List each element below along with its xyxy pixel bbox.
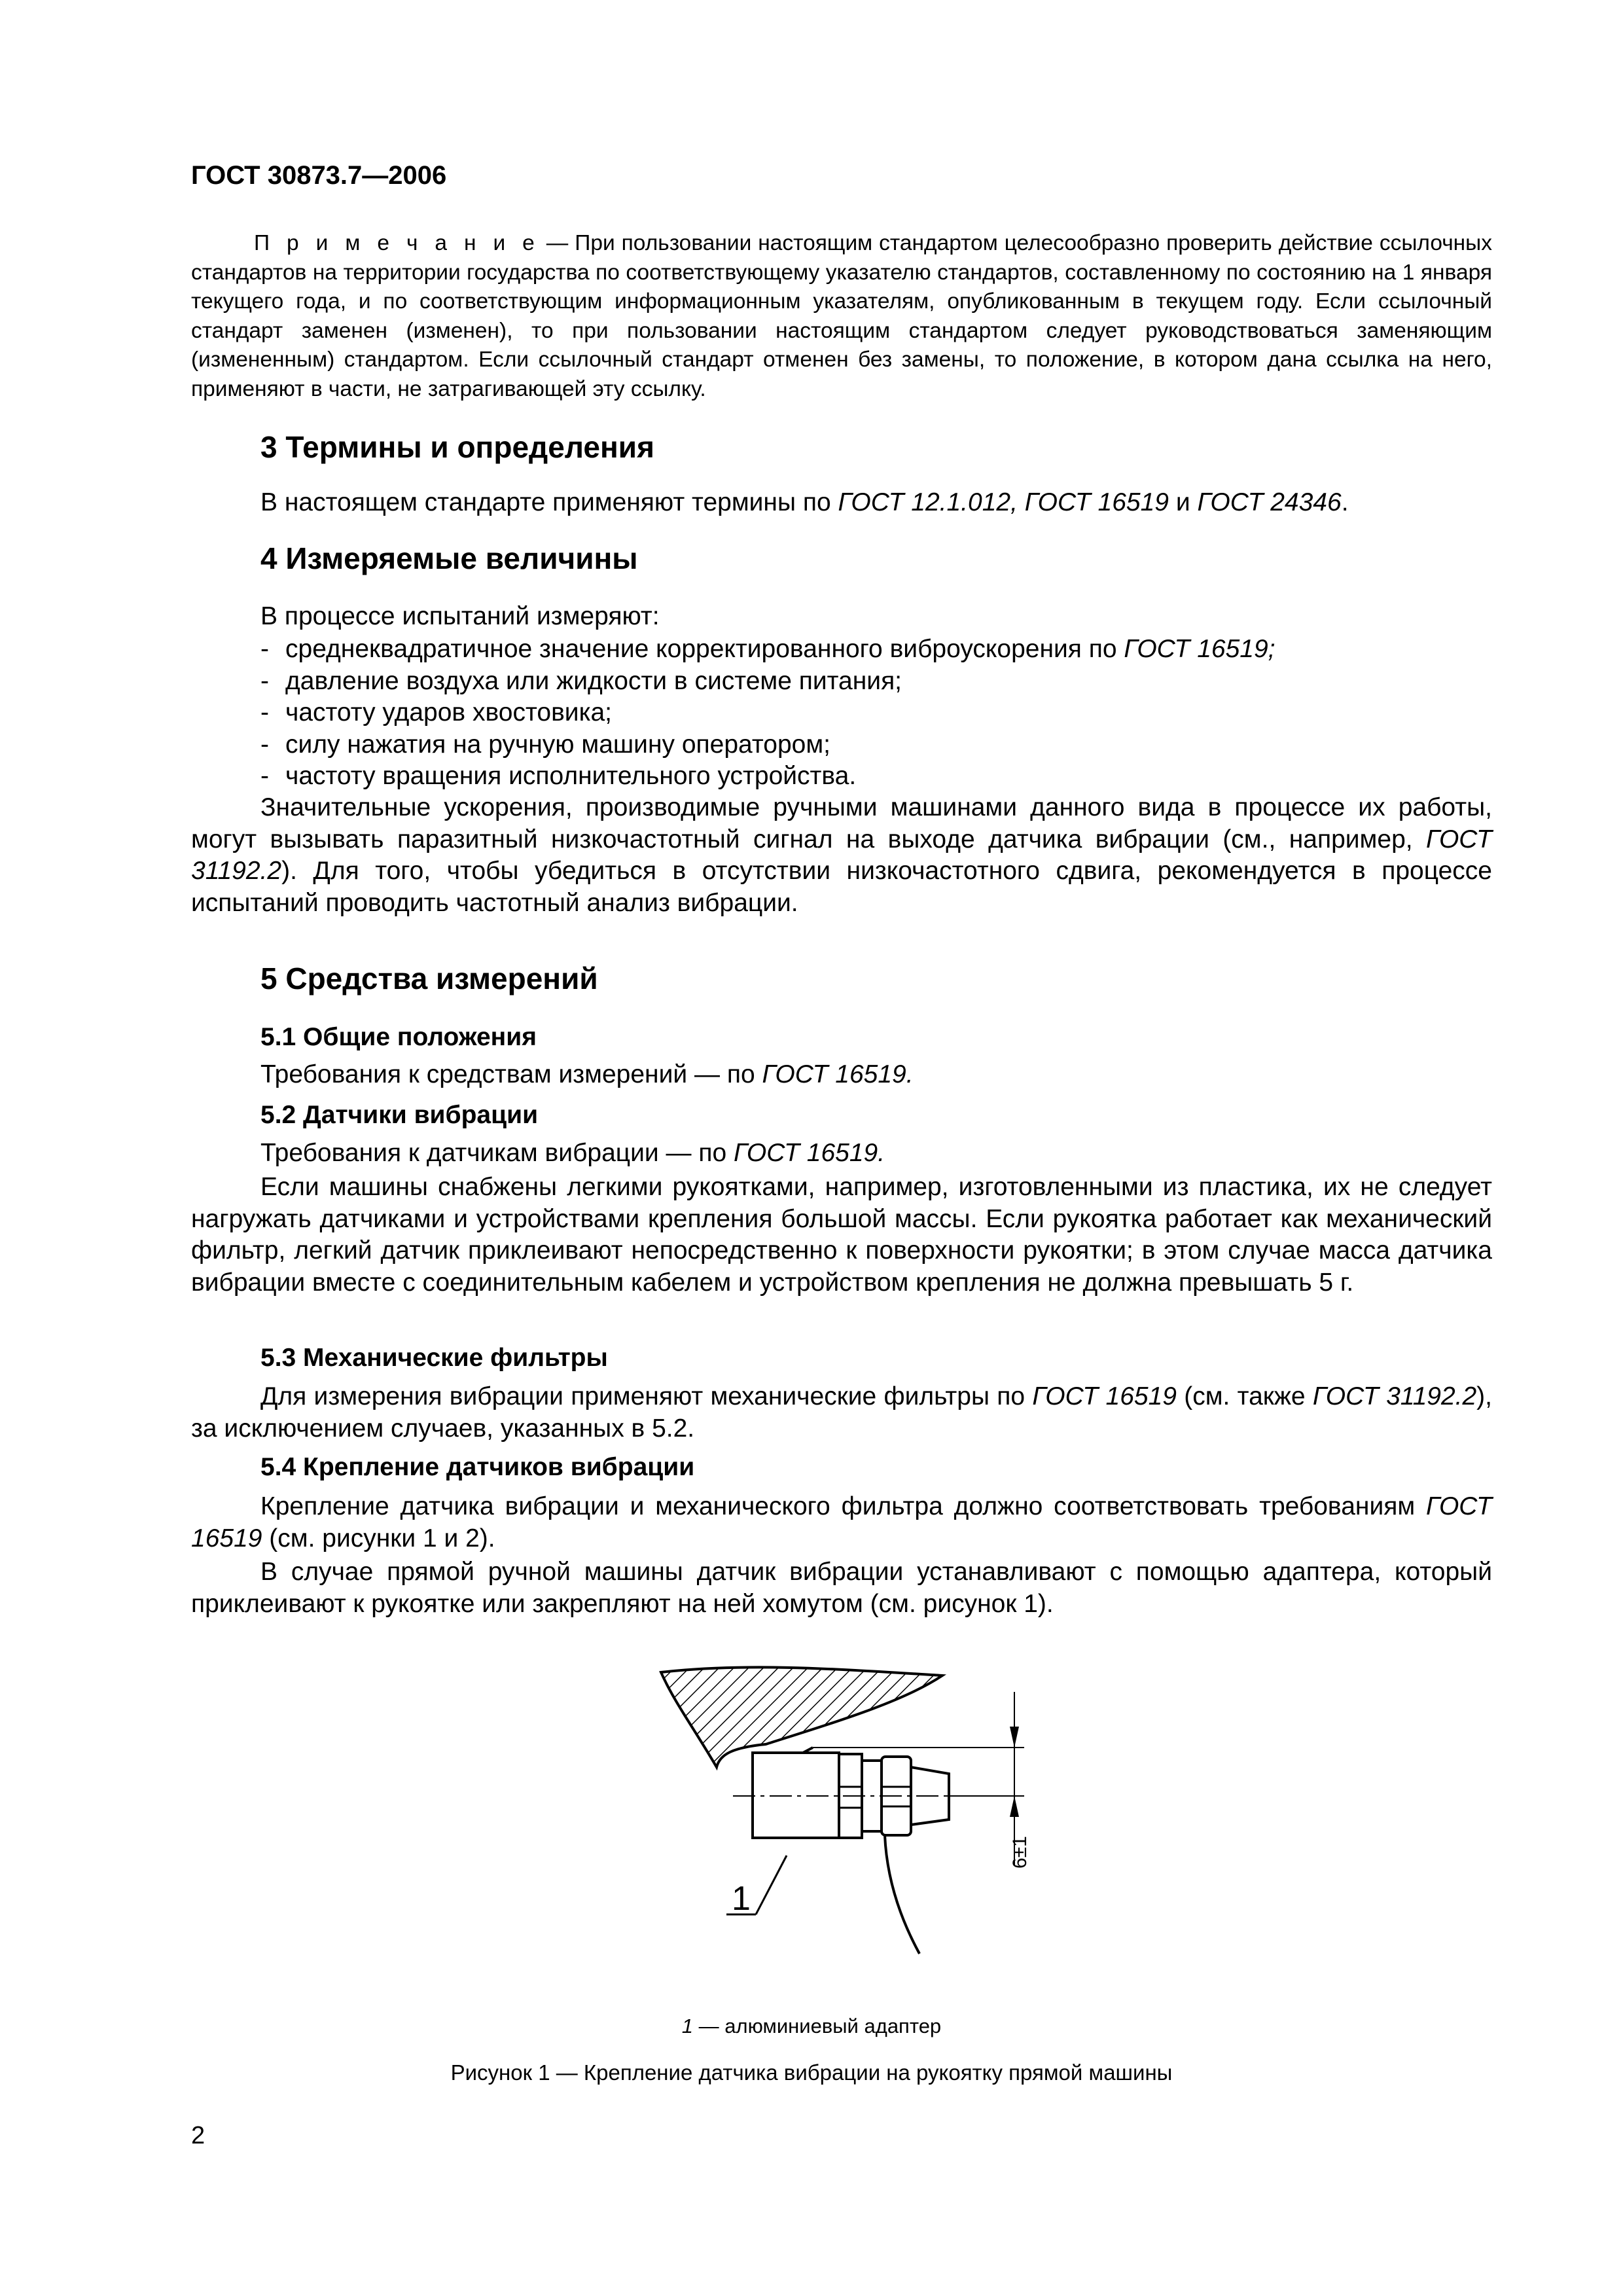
section-3-paragraph [191, 487, 1492, 519]
note-label: П р и м е ч а н и е [254, 231, 540, 255]
document-header: ГОСТ 30873.7—2006 [191, 161, 447, 190]
figure-1-drawing [641, 1656, 1073, 2022]
reference: ГОСТ 16519 [1032, 1382, 1177, 1410]
item-text: силу нажатия на ручную машину оператором; [285, 730, 830, 759]
measured-values-list [191, 634, 1492, 793]
dimension-label: 6±1 [1009, 1836, 1031, 1869]
subsection-5-1-text [191, 1059, 1492, 1091]
list-item [191, 729, 1492, 761]
item-text: среднеквадратичное значение корректированного виброускорения по [285, 635, 1124, 663]
section-4-intro: В процессе испытаний измеряют: [260, 602, 660, 630]
item-text: частоту вращения исполнительного устройства. [285, 762, 857, 790]
subsection-5-3-text [191, 1381, 1492, 1444]
list-item [191, 666, 1492, 698]
section-4-title: 4 Измеряемые величины [260, 541, 638, 575]
page-number: 2 [191, 2122, 205, 2149]
subsection-5-4-text [191, 1491, 1492, 1554]
cable [885, 1835, 919, 1954]
subsection-5-4-title: 5.4 Крепление датчиков вибрации [260, 1453, 695, 1481]
subsection-5-2-text [191, 1138, 1492, 1170]
text-run: Требования к средствам измерений — по [260, 1060, 762, 1088]
item-text: частоту ударов хвостовика; [285, 698, 613, 726]
text-run: (см. также [1176, 1382, 1313, 1410]
section-5-title: 5 Средства измерений [260, 961, 598, 996]
section-4-paragraph [191, 792, 1492, 919]
note-text: — При пользовании настоящим стандартом целесообразно проверить действие ссылочных стандартов на территории государства по соответствующему указателю стандартов, составленному по состоянию на 1 января текущего года, и по соответствующим информационным указателям, опубликованным в текущем году. Если ссылочный стандарт заменен (изменен), то при пользовании настоящим стандартом следует руководствоваться заменяющим (измененным) стандартом. Если ссылочный стандарт отменен без замены, то положение, в котором дана ссылка на него, применяют в части, не затрагивающей эту ссылку. [191, 231, 1492, 401]
reference: ГОСТ 24346 [1197, 488, 1342, 516]
reference: ГОСТ 16519 [191, 1492, 1492, 1552]
dash: - [260, 698, 269, 726]
text-run: ), за исключением случаев, указанных в 5.2. [191, 1382, 1492, 1443]
reference: ГОСТ 31192.2 [191, 825, 1492, 885]
dash: - [260, 762, 269, 790]
figure-1-key [0, 2015, 1623, 2038]
text-run: Для измерения вибрации применяют механические фильтры по [260, 1382, 1033, 1410]
subsection-5-2-paragraph: Если машины снабжены легкими рукоятками, например, изготовленными из пластика, их не следует нагружать датчиками и устройствами крепления большой массы. Если рукоятка работает как механический фильтр, легкий датчик приклеивают непосредственно к поверхности рукоятки; в этом случае масса датчика вибрации вместе с соединительным кабелем и устройством крепления не должна превышать 5 г. [191, 1173, 1492, 1297]
dash: - [260, 666, 269, 695]
figure-1-caption: Рисунок 1 — Крепление датчика вибрации на рукоятку прямой машины [450, 2060, 1173, 2085]
dimension-arrow [1010, 1727, 1019, 1748]
reference: ГОСТ 16519. [734, 1139, 885, 1167]
reference: ГОСТ 16519; [1124, 635, 1275, 663]
key-text: — алюминиевый адаптер [693, 2015, 942, 2037]
list-item [191, 634, 1492, 666]
text-run: Значительные ускорения, производимые ручными машинами данного вида в процессе их работы, могут вызывать паразитный низкочастотный сигнал на выходе датчика вибрации (см., например, [191, 793, 1492, 853]
text-run: (см. рисунки 1 и 2). [262, 1524, 495, 1552]
subsection-5-3-title: 5.3 Механические фильтры [260, 1344, 608, 1372]
note-paragraph [191, 229, 1492, 404]
item-text: давление воздуха или жидкости в системе питания; [285, 666, 902, 695]
subsection-5-2-title: 5.2 Датчики вибрации [260, 1101, 539, 1129]
leader-line [756, 1856, 787, 1914]
subsection-5-1-title: 5.1 Общие положения [260, 1023, 537, 1051]
dimension-arrow [1010, 1796, 1019, 1817]
text-run: ). Для того, чтобы убедиться в отсутствии низкочастотного сдвига, рекомендуется в процессе испытаний проводить частотный анализ вибрации. [191, 857, 1492, 917]
section-3-title: 3 Термины и определения [260, 430, 654, 464]
list-item [191, 697, 1492, 729]
text-run: . [1341, 488, 1349, 516]
text-run: и [1168, 488, 1198, 516]
reference: ГОСТ 12.1.012, ГОСТ 16519 [838, 488, 1169, 516]
subsection-5-4-paragraph: В случае прямой ручной машины датчик вибрации устанавливают с помощью адаптера, который приклеивают к рукоятке или закрепляют на ней хомутом (см. рисунок 1). [191, 1558, 1492, 1618]
dash: - [260, 730, 269, 759]
text-run: Требования к датчикам вибрации — по [260, 1139, 734, 1167]
text-run: Крепление датчика вибрации и механического фильтра должно соответствовать требованиям [260, 1492, 1427, 1520]
text-run: В настоящем стандарте применяют термины по [260, 488, 838, 516]
dash: - [260, 635, 269, 663]
reference: ГОСТ 16519. [762, 1060, 914, 1088]
key-number: 1 [681, 2015, 694, 2037]
list-item [191, 761, 1492, 793]
callout-label: 1 [732, 1880, 751, 1918]
reference: ГОСТ 31192.2 [1312, 1382, 1477, 1410]
